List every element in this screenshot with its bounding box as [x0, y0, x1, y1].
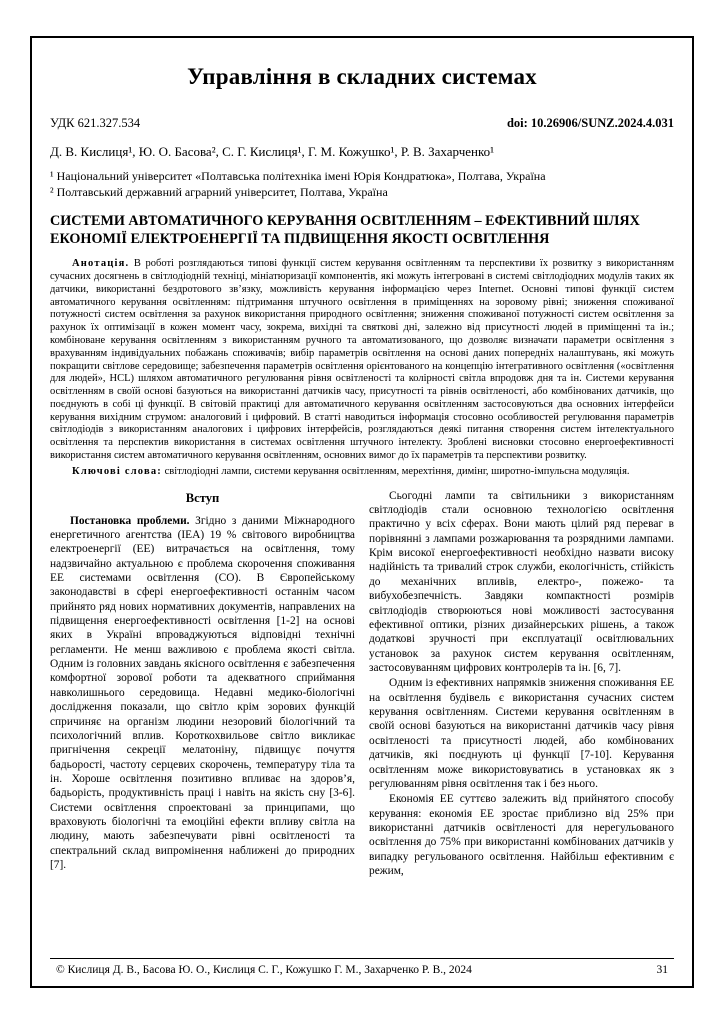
right-column: [369, 489, 674, 958]
left-column: [50, 489, 355, 958]
affiliation-2: ² Полтавський державний аграрний університет, Полтава, Україна: [50, 184, 388, 199]
journal-section-title: Управління в складних системах: [187, 64, 537, 89]
affiliations-block: [50, 169, 674, 201]
paragraph: [50, 514, 355, 873]
article-title: СИСТЕМИ АВТОМАТИЧНОГО КЕРУВАННЯ ОСВІТЛЕННЯМ – ЕФЕКТИВНИЙ ШЛЯХ ЕКОНОМІЇ ЕЛЕКТРОЕНЕРГІЇ ТА ПІДВИЩЕННЯ ЯКОСТІ ОСВІТЛЕННЯ: [50, 212, 640, 248]
udc-code: УДК 621.327.534: [50, 116, 141, 130]
paragraph-text: Сьогодні лампи та світильники з використанням світлодіодів стали основною технологією освітлення практично у всіх сферах. Вони мають цілий ряд переваг в порівнянні з лампами розжарювання та розрядними лампами. Крім високої енергоефективності необхідно назвати високу надійність та тривалий строк служби, екологічність, стійкість до механічних впливів, електро-, пожежо- та вибухобезпечність. Завдяки компактності розмірів світлодіодів створюються нові можливості застосування ефективної оптики, різних дизайнерських рішень, а також додаткові зручності при експлуатації освітлювальних установок за рахунок систем керування освітленням, застосовуванням цифрових контролерів та ін. [6, 7].: [369, 489, 674, 674]
body-columns: [50, 489, 674, 958]
page-frame: [30, 36, 694, 988]
abstract-paragraph: [50, 258, 674, 463]
paragraph-lead: Постановка проблеми.: [70, 514, 190, 527]
section-heading-intro: Вступ: [185, 490, 220, 505]
authors-line: Д. В. Кислиця¹, Ю. О. Басова², С. Г. Кислиця¹, Г. М. Кожушко¹, Р. В. Захарченко¹: [50, 144, 495, 159]
page-number: 31: [656, 964, 668, 976]
keywords-text: світлодіодні лампи, системи керування освітленням, мерехтіння, димінг, широтно-імпульсна модуляція.: [162, 465, 630, 477]
copyright-line: © Кислиця Д. В., Басова Ю. О., Кислиця С. Г., Кожушко Г. М., Захарченко Р. В., 2024: [56, 964, 472, 976]
paragraph-text: Економія ЕЕ суттєво залежить від прийнятого способу керування: економія ЕЕ зростає приблизно від 25% при використанні датчиків освітленості для нерегульованого освітлення до 75% при використанні комбінованих датчиків у випадку регульованого освітлення. Найбільш ефективним є режим,: [369, 793, 674, 878]
paragraph: [369, 676, 674, 791]
abstract-text: В роботі розглядаються типові функції систем керування освітленням та перспективи їх розвитку з використанням сучасних досягнень в світлодіодній техніці, мініатюризації компонентів, які можуть інтегровані в системі світлодіодних модулів таких як датчики, використанні бездротового зв’язку, можливість керування інформацією через Internet. Основні типові функції систем автоматичного керування освітленням: підтримання штучного освітлення в приміщеннях на зоровому рівні; зниження споживаної потужності систем освітлення за рахунок використання природного освітлення; зниження споживаної потужності систем освітлення за рахунок їх оптимізації в кожен момент часу, зокрема, вихідні та святкові дні, залежно від присутності людей в приміщенні та ін.; комбіноване керування освітленням з використанням ручного та автоматизованого, що дозволяє визначати параметри освітлення з врахуванням індивідуальних побажань споживачів; вибір параметрів освітлення на основі даних попередніх налаштувань, які можуть покращити світлове середовище; забезпечення параметрів освітлення орієнтованого на концепцію інтегративного освітлення («освітлення для людей», HCL) шляхом автоматичного регулювання рівня освітленості та колірності світла впродовж дня та ін. Системи керування освітленням в своїй основі базуються на використанні датчиків часу, присутності та рівнів освітленості, або комбінованих датчиків, що поєднують в собі ці функції. В світовій практиці для автоматичного керування освітленням застосовуються два основних інтерфейси керування вихідним струмом: аналоговий і цифровий. В статті наводиться інформація стосовно особливостей регулювання параметрів світлодіодів з використанням аналогових і цифрових інтерфейсів, розглядаються деякі питання створення систем інтелектуального освітлення та перспектив використання в системах освітлення штучного інтелекту. Зроблені висновки стосовно енергоефективності використання систем автоматичного керування освітленням, основних вимог до їх параметрів та перспективи розвитку.: [50, 258, 674, 462]
paragraph: [369, 489, 674, 676]
affiliation-1: ¹ Національний університет «Полтавська політехніка імені Юрія Кондратюка», Полтава, Україна: [50, 169, 546, 183]
abstract-label: Анотація.: [72, 258, 130, 270]
paragraph-text: Згідно з даними Міжнародного енергетичного агентства (ІЕА) 19 % світового виробництва електроенергії (ЕЕ) витрачається на освітлення, тому надзвичайно актуальною є проблема скорочення споживання ЕЕ системами освітлення (СО). В Європейському законодавстві в сфері енергоефективності останнім часом прийнято ряд нових нормативних документів, направлених на підвищення енергоефективності освітлення [1-2] на основі яких в Україні впроваджуються відповідні технічні регламенти. Не менш важливою є проблема якості світла. Одним із головних завдань якісного освітлення є забезпечення комфортної зорової роботи та адекватного сприймання навколишнього середовища. Недавні медико-біологічні дослідження показали, що світло крім зорових функцій спричиняє на організм людини незоровий біологічний та психологічний вплив. Короткохвильове світло викликає пригнічення секреції мелатоніну, підвищує почуття бадьорості, частоту серцевих скорочень, температуру тіла та ін. Хороше освітлення позитивно впливає на здоров’я, бадьорість, продуктивність праці і навіть на якість сну [3-6]. Системи освітлення спроектовані за принципами, що враховують біологічні та емоційні ефекти впливу світла на людину, мають забезпечувати рівні освітленості та спектральний склад випромінення наближені до природних [7].: [50, 514, 355, 872]
doi-code: doi: 10.26906/SUNZ.2024.4.031: [506, 116, 674, 130]
meta-row: [50, 116, 674, 131]
keywords-label: Ключові слова:: [72, 465, 163, 477]
keywords-paragraph: [50, 466, 674, 479]
paragraph-text: Одним із ефективних напрямків зниження споживання ЕЕ на освітлення будівель є використання сучасних систем керування освітленням. Системи керування освітленням в своїй основі базуються на використанні датчиків часу рівня освітленості та присутності людей, або комбінованих датчиків, які поєднують ці функції [7-10]. Керування освітленням може використовуватись в установках як з регулюванням рівня освітлення так і без нього.: [369, 677, 674, 790]
page-footer: [50, 958, 674, 978]
paragraph: [369, 792, 674, 878]
